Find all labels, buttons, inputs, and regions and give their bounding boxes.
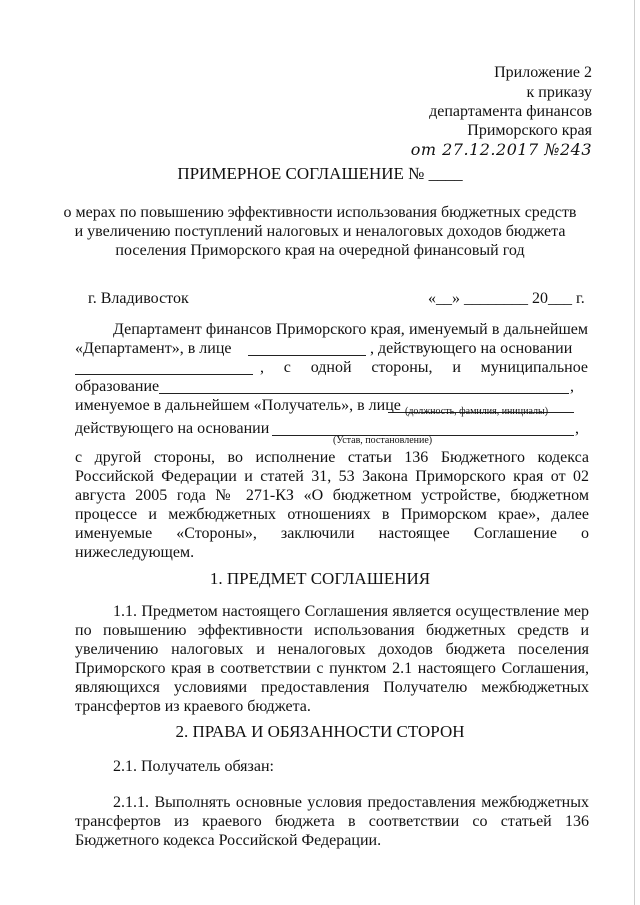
charter-hint: (Устав, постановление) <box>333 435 433 446</box>
date-field: «__» ________ 20___ г. <box>428 290 585 307</box>
parties-line-2a: «Департамент», в лице <box>75 340 232 357</box>
parties-line-6b: , <box>575 420 579 437</box>
parties-line-5: именуемое в дальнейшем «Получатель», в лице <box>75 397 401 414</box>
parties-line-3: , с одной стороны, и муниципальное <box>260 359 588 376</box>
section-2-item-2-1: 2.1. Получатель обязан: <box>113 758 274 775</box>
agreement-title: ПРИМЕРНОЕ СОГЛАШЕНИЕ № ____ <box>177 164 463 183</box>
scan-edge-line <box>634 0 635 905</box>
section-1-paragraph: 1.1. Предметом настоящего Соглашения является осуществление мер по повышению эффективности использования бюджетных средств и увеличению налоговых и неналоговых доходов бюджета поселения Приморского края в соответствии с пунктом 2.1 настоящего Соглашения, являющихся условиями предоставления Получателю межбюджетных трансфертов из краевого бюджета. <box>75 603 589 715</box>
parties-line-4b: , <box>570 378 574 395</box>
parties-line-2b: , действующего на основании <box>370 340 573 357</box>
section-2-heading: 2. ПРАВА И ОБЯЗАННОСТИ СТОРОН <box>175 722 465 741</box>
agreement-subtitle-2: и увеличению поступлений налоговых и неналоговых доходов бюджета <box>74 223 566 240</box>
appendix-number: Приложение 2 <box>494 64 592 81</box>
city-label: г. Владивосток <box>88 290 189 307</box>
agreement-subtitle-3: поселения Приморского края на очередной финансовый год <box>115 242 525 259</box>
region-name: Приморского края <box>467 122 592 139</box>
parties-paragraph-rest: с другой стороны, во исполнение статьи 136 Бюджетного кодекса Российской Федерации и статей 31, 53 Закона Приморского края от 02 августа 2005 года № 271-КЗ «О бюджетном устройстве, бюджетном процессе и межбюджетных отношениях в Приморском крае», далее именуемые «Стороны», заключили настоящее Соглашение о нижеследующем. <box>75 449 589 561</box>
order-reference: к приказу <box>526 84 592 101</box>
municipality-blank <box>159 393 569 394</box>
parties-line-1: Департамент финансов Приморского края, именуемый в дальнейшем <box>113 321 588 338</box>
department-name: департамента финансов <box>429 103 592 120</box>
section-1-heading: 1. ПРЕДМЕТ СОГЛАШЕНИЯ <box>209 569 431 588</box>
section-2-item-2-1-1: 2.1.1. Выполнять основные условия предоставления межбюджетных трансфертов из краевого бюджета в соответствии со статьей 136 Бюджетного кодекса Российской Федерации. <box>75 794 589 849</box>
representative-blank <box>248 355 366 356</box>
handwritten-order-date: от 27.12.2017 №243 <box>410 140 592 159</box>
parties-line-6a: действующего на основании <box>75 420 270 437</box>
parties-line-4a: образование <box>75 378 160 395</box>
basis-blank <box>75 374 253 375</box>
agreement-subtitle-1: о мерах по повышению эффективности использования бюджетных средств <box>63 204 577 221</box>
position-name-hint: (должность, фамилия, инициалы) <box>405 406 549 417</box>
